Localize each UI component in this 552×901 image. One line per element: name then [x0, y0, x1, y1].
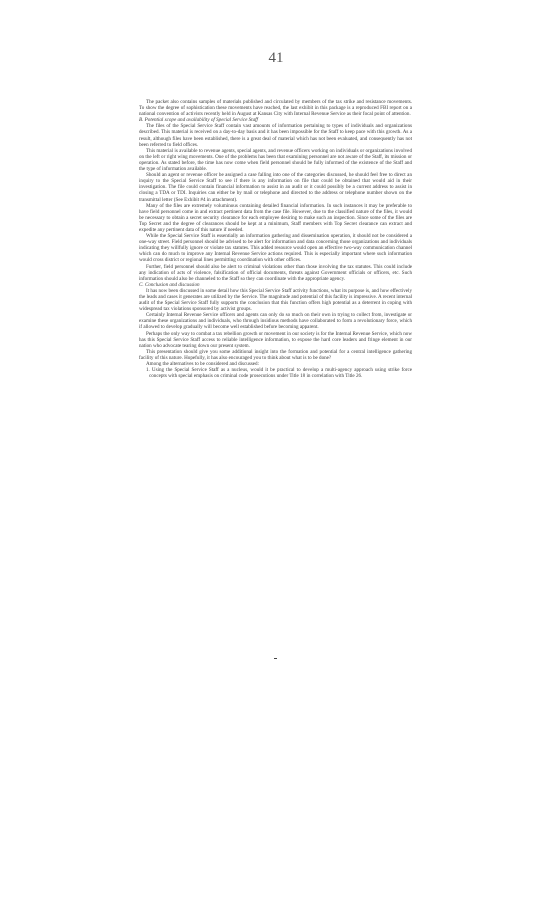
paragraph: Many of the files are extremely voluminous containing detailed financial information. In such instances it may be preferable to have field personnel come in and extract pertinent data from the case file. However, due to the classified nature of the files, it would be necessary to obtain a secret security clearance for each employee desiring to make such an inspection. Since some of the files are Top Secret and the degree of clearances should be kept at a minimum, Staff members with Top Secret clearance can extract and expedite any pertinent data of this nature if needed. — [139, 202, 412, 233]
paragraph: Should an agent or revenue officer be assigned a case falling into one of the categories discussed, he should feel free to direct an inquiry to the Special Service Staff to see if there is any information on file that could be obtained that would aid in their investigation. The file could contain financial information to assist in an audit or it could possibly be a current address to assist in closing a TDA or TDI. Inquiries can either be by mail or telephone and directed to the address or telephone number shown on the transmittal letter (See Exhibit #4 in attachment). — [139, 172, 412, 203]
paragraph: While the Special Service Staff is essentially an information gathering and dissemination operation, it should not be considered a one-way street. Field personnel should be advised to be alert for information and data concerning those organizations and individuals indicating they willfully ignore or violate tax statutes. This added resource would open an effective two-way communication channel which can do much to improve any Internal Revenue Service actions required. This is especially important where such information would cross district or regional lines permitting coordination with other offices. — [139, 233, 412, 264]
paragraph: Further, field personnel should also be alert to criminal violations other than those involving the tax statutes. This could include any indication of acts of violence, falsification of official documents, threats against Government officials or officers, etc. Such information should also be channeled to the Staff so they can coordinate with the appropriate agency. — [139, 263, 412, 282]
paragraph: The files of the Special Service Staff contain vast amounts of information pertaining to types of individuals and organizations described. This material is received on a day-to-day basis and it has been impossible for the Staff to keep pace with this growth. As a result, although files have been established, there is a great deal of material which has not been evaluated, and consequently has not been referred to field offices. — [139, 123, 412, 148]
list-item: 1. Using the Special Service Staff as a nucleus, would it be practical to develop a multi-agency approach using strike force concepts with special emphasis on criminal code prosecutions under Title 18 in correlation with Title 26. — [146, 367, 412, 380]
paragraph: This presentation should give you some additional insight into the formation and potential for a central intelligence gathering facility of this nature. Hopefully, it has also encouraged you to think about what is to be done? — [139, 348, 412, 361]
paragraph: The packet also contains samples of materials published and circulated by members of the tax strike and resistance movements. To show the degree of sophistication these movements have reached, the last exhibit in this package is a reproduced FBI report on a national convention of activists recently held in August at Kansas City with Internal Revenue Service as their focal point of attention. — [139, 99, 412, 118]
page-end-mark — [274, 658, 277, 659]
body-text — [139, 99, 412, 379]
paragraph: It has now been discussed in some detail how this Special Service Staff activity functions, what its purpose is, and how effectively the leads and cases it generates are utilized by the Service. The magnitude and potential of this facility is impressive. A recent internal audit of the Special Service Staff fully supports the conclusion that this function offers high potential as a deterrent in coping with widespread tax violations sponsored by activist groups. — [139, 287, 412, 313]
paragraph: Among the alternatives to be considered and discussed: — [146, 361, 260, 368]
page-number: 41 — [268, 50, 284, 66]
paragraph: Perhaps the only way to combat a tax rebellion growth or movement in our society is for the Internal Revenue Service, which now has this Special Service Staff access to reliable intelligence information, to expose the hard core leaders and fringe element in our nation who advocate tearing down our present system. — [139, 330, 412, 349]
paragraph: This material is available to revenue agents, special agents, and revenue officers working on individuals or organizations involved on the left or right wing movements. One of the problems has been that examining personnel are not aware of the Staff, its mission or operation. As stated before, the time has now come when field personnel should be fully informed of the existence of the Staff and the type of information available. — [139, 147, 412, 173]
paragraph: Certainly Internal Revenue Service officers and agents can only do so much on their own in trying to collect from, investigate or examine these organizations and individuals, who through insidious methods have collaborated to form a revolutionary force, which if allowed to develop gradually will become well established before becoming apparent. — [139, 312, 412, 331]
section-heading: B. Potential scope and availability of Special Service Staff — [139, 117, 258, 124]
section-heading: C. Conclusion and discussion — [139, 281, 200, 288]
